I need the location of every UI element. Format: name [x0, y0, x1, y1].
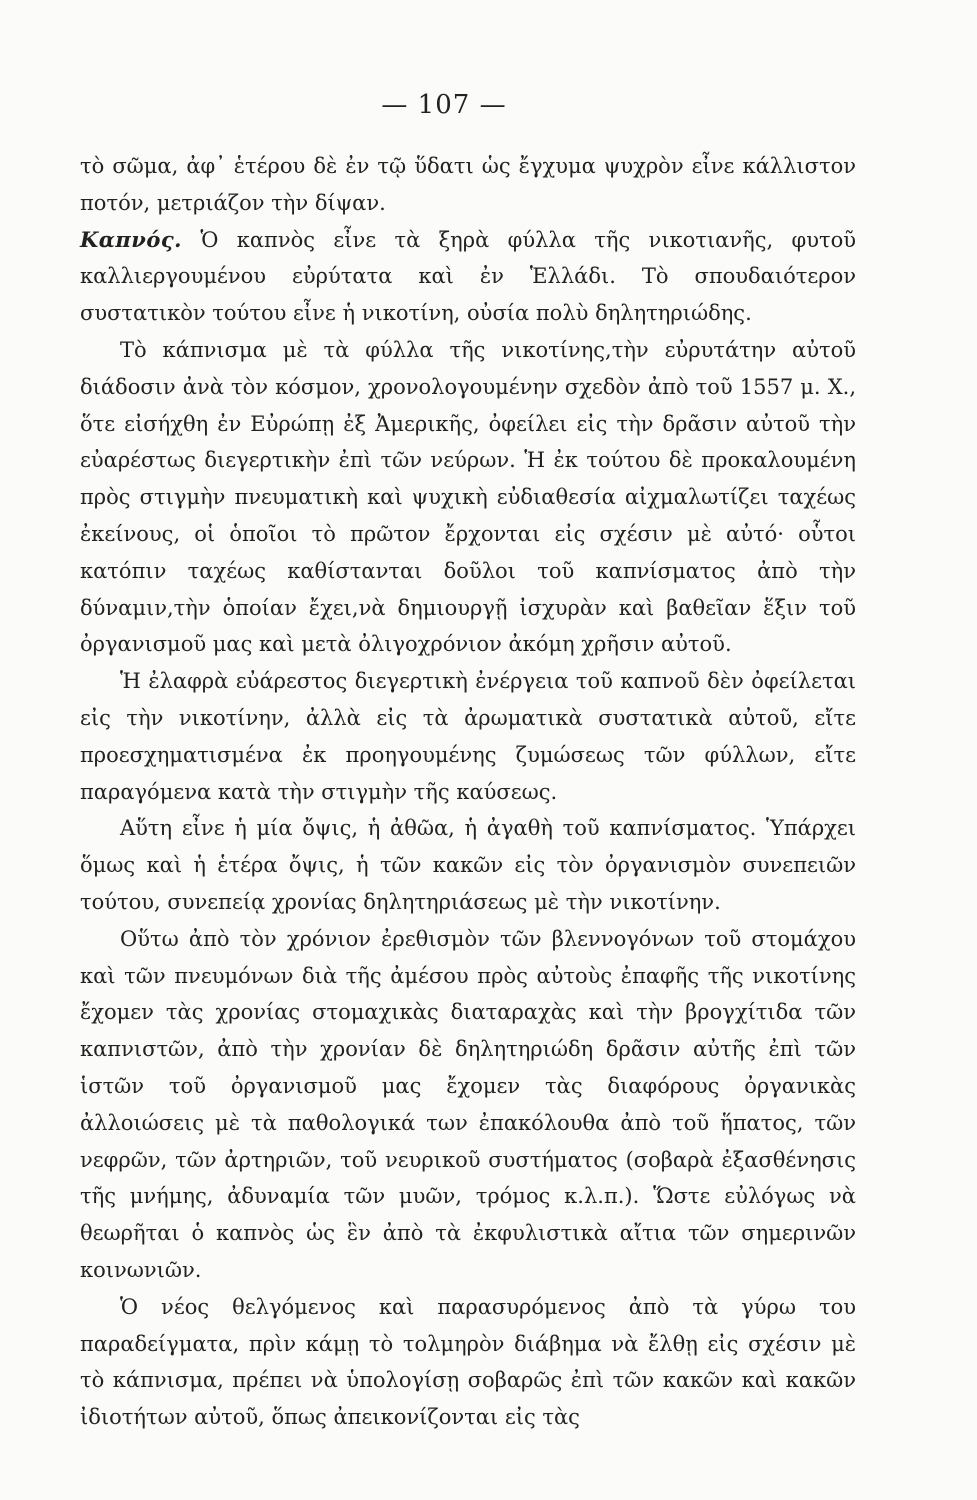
- paragraph-text: Αὕτη εἶνε ἡ μία ὄψις, ἡ ἀθῶα, ἡ ἀγαθὴ τοῦ καπνίσματος. Ὑπάρχει ὅμως καὶ ἡ ἑτέρα ὄψις, ἡ τῶν κακῶν εἰς τὸν ὀργανισμὸν συνεπειῶν τούτου, συνεπείᾳ χρονίας δηλητηριάσεως μὲ τὴν νικοτίνην.: [80, 816, 856, 914]
- section-heading: Καπνός.: [80, 226, 182, 252]
- paragraph-text: Ἡ ἐλαφρὰ εὐάρεστος διεγερτικὴ ἐνέργεια τοῦ καπνοῦ δὲν ὀφείλεται εἰς τὴν νικοτίνην, ἀλλὰ εἰς τὰ ἀρωματικὰ συστατικὰ αὐτοῦ, εἴτε προεσχηματισμένα ἐκ προηγουμένης ζυμώσεως τῶν φύλλων, εἴτε παραγόμενα κατὰ τὴν στιγμὴν τῆς καύσεως.: [80, 669, 856, 804]
- paragraph: [80, 1289, 856, 1436]
- page-number: — 107 —: [381, 90, 507, 120]
- paragraph-text: Ὁ καπνὸς εἶνε τὰ ξηρὰ φύλλα τῆς νικοτιανῆς, φυτοῦ καλλιεργουμένου εὐρύτατα καὶ ἐν Ἑλλάδι. Τὸ σπουδαιότερον συστατικὸν τούτου εἶνε ἡ νικοτίνη, οὐσία πολὺ δηλητηριώδης.: [80, 227, 856, 326]
- paragraph-text: Οὕτω ἀπὸ τὸν χρόνιον ἐρεθισμὸν τῶν βλεννογόνων τοῦ στομάχου καὶ τῶν πνευμόνων διὰ τῆς ἀμέσου πρὸς αὐτοὺς ἐπαφῆς τῆς νικοτίνης ἔχομεν τὰς χρονίας στομαχικὰς διαταραχὰς καὶ τὴν βρογχίτιδα τῶν καπνιστῶν, ἀπὸ τὴν χρονίαν δὲ δηλητηριώδη δρᾶσιν αὐτῆς ἐπὶ τῶν ἱστῶν τοῦ ὀργανισμοῦ μας ἔχομεν τὰς διαφόρους ὀργανικὰς ἀλλοιώσεις μὲ τὰ παθολογικά των ἐπακόλουθα ἀπὸ τοῦ ἥπατος, τῶν νεφρῶν, τῶν ἀρτηριῶν, τοῦ νευρικοῦ συστήματος (σοβαρὰ ἐξασθένησις τῆς μνήμης, ἀδυναμία τῶν μυῶν, τρόμος κ.λ.π.). Ὥστε εὐλόγως νὰ θεωρῆται ὁ καπνὸς ὡς ἓν ἀπὸ τὰ ἐκφυλιστικὰ αἴτια τῶν σημερινῶν κοινωνιῶν.: [80, 926, 856, 1282]
- paragraph: [80, 663, 856, 810]
- paragraph: [80, 921, 856, 1289]
- paragraph-text: Τὸ κάπνισμα μὲ τὰ φύλλα τῆς νικοτίνης,τὴν εὐρυτάτην αὐτοῦ διάδοσιν ἀνὰ τὸν κόσμον, χρονολογουμένην σχεδὸν ἀπὸ τοῦ 1557 μ. Χ., ὅτε εἰσήχθη ἐν Εὐρώπῃ ἐξ Ἀμερικῆς, ὀφείλει εἰς τὴν δρᾶσιν αὐτοῦ τὴν εὐαρέστως διεγερτικὴν ἐπὶ τῶν νεύρων. Ἡ ἐκ τούτου δὲ προκαλουμένη πρὸς στιγμὴν πνευματικὴ καὶ ψυχικὴ εὐδιαθεσία αἰχμαλωτίζει ταχέως ἐκείνους, οἱ ὁποῖοι τὸ πρῶτον ἔρχονται εἰς σχέσιν μὲ αὐτό· οὗτοι κατόπιν ταχέως καθίστανται δοῦλοι τοῦ καπνίσματος ἀπὸ τὴν δύναμιν,τὴν ὁποίαν ἔχει,νὰ δημιουργῇ ἰσχυρὰν καὶ βαθεῖαν ἕξιν τοῦ ὀργανισμοῦ μας καὶ μετὰ ὀλιγοχρόνιον ἀκόμη χρῆσιν αὐτοῦ.: [80, 337, 856, 657]
- paragraph: [80, 810, 856, 920]
- paragraph-text: τὸ σῶμα, ἀφ᾽ ἑτέρου δὲ ἐν τῷ ὕδατι ὡς ἔγχυμα ψυχρὸν εἶνε κάλλιστον ποτόν, μετριάζον τὴν δίψαν.: [80, 154, 856, 215]
- paragraph: [80, 148, 856, 222]
- paragraph: [80, 332, 856, 663]
- body-text: [80, 148, 856, 1436]
- paragraph: [80, 222, 856, 332]
- paragraph-text: Ὁ νέος θελγόμενος καὶ παρασυρόμενος ἀπὸ τὰ γύρω του παραδείγματα, πρὶν κάμῃ τὸ τολμηρὸν διάβημα νὰ ἔλθῃ εἰς σχέσιν μὲ τὸ κάπνισμα, πρέπει νὰ ὑπολογίσῃ σοβαρῶς ἐπὶ τῶν κακῶν καὶ κακῶν ἰδιοτήτων αὐτοῦ, ὅπως ἀπεικονίζονται εἰς τὰς: [80, 1294, 856, 1430]
